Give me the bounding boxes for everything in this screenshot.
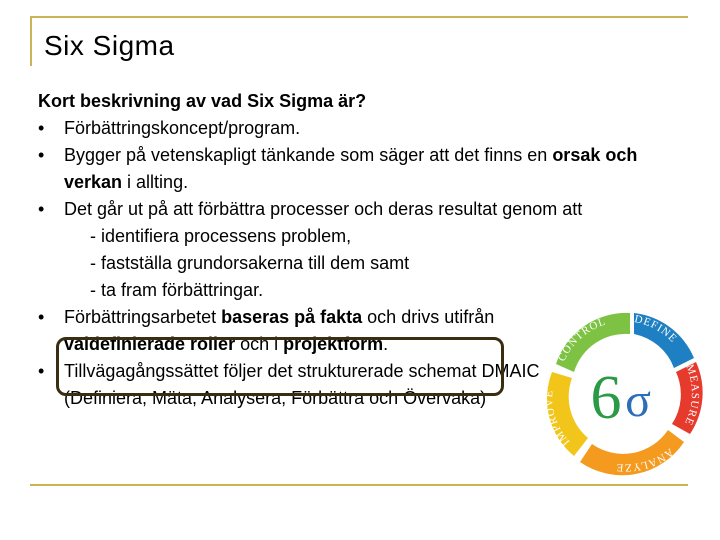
bullet-item-2 [38,142,698,196]
frame-bottom-rule [30,484,688,486]
bullet-2-bold: orsak och verkan [64,145,638,192]
six-digit: 6 [590,364,622,432]
frame-left-rule [30,16,32,66]
highlight-box [56,337,504,396]
bullet-2-text: Bygger på vetenskapligt tänkande som säger att det finns en [64,145,553,165]
bullet-item-1 [38,115,698,142]
bullet-4-bold-1: baseras på fakta [221,307,363,327]
sub-item-2: - fastställa grundorsakerna till dem samt [90,253,410,273]
body-heading: Kort beskrivning av vad Six Sigma är? [38,91,367,111]
bullet-4-text-3: och i [235,334,284,354]
control-label: CONTROL [555,315,608,364]
bullet-4-bold-3: projektform [283,334,384,354]
bullet-item-3 [38,196,698,223]
bullet-4-text-1: Förbättringsarbetet [64,307,222,327]
bullet-1-text: Förbättringskoncept/program. [64,118,301,138]
bullet-5-text: Tillvägagångssättet följer det strukturerade schemat DMAIC (Definiera, Mäta, Analysera, Förbättra och Övervaka) [64,361,540,408]
slide-title: Six Sigma [44,30,175,61]
bullet-4-text-2: och drivs utifrån [362,307,495,327]
sub-item-1: - identifiera processens problem, [90,226,352,246]
sub-item-3: - ta fram förbättringar. [90,280,264,300]
dmaic-cycle-graphic [534,296,714,482]
bullet-2-tail: i allting. [122,172,189,192]
sigma-symbol: σ [625,374,651,427]
measure-label: MEASURE [681,362,702,428]
define-label: DEFINE [633,313,680,346]
frame-top-rule [30,16,688,18]
bullet-4-text-4: . [383,334,389,354]
bullet-3-text: Det går ut på att förbättra processer och deras resultat genom att [64,199,583,219]
analyze-label: ANALYZE [615,445,676,474]
bullet-4-bold-2: väldefinierade roller [64,334,236,354]
improve-label: IMPROVE [543,389,573,448]
